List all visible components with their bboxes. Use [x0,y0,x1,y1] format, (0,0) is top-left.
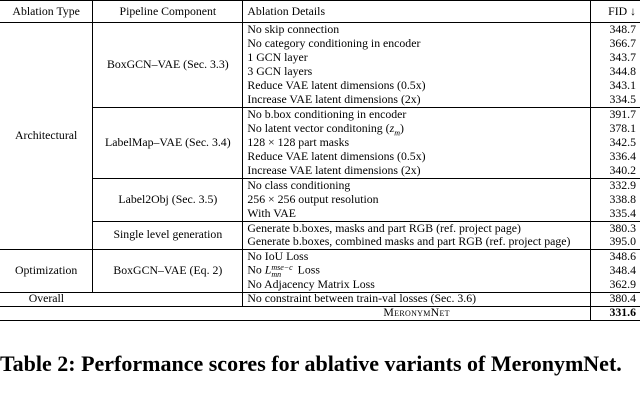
detail-cell: 1 GCN layer [243,51,591,65]
table-row-final [0,306,640,320]
fid-cell: 334.5 [609,93,636,107]
table-row [0,23,640,37]
fid-cell: 362.9 [609,277,636,291]
fid-cell: 344.8 [609,65,636,79]
fid-cell: 395.0 [609,235,636,249]
fid-cell: 342.5 [609,136,636,150]
fid-cell-best: 331.6 [591,306,640,320]
group-overall: Overall [0,292,93,306]
table-row [0,179,640,193]
component-boxgcn-vae-eq2: BoxGCN–VAE (Eq. 2) [93,250,243,293]
fid-cell: 348.6 [591,250,640,264]
detail-cell: No skip connection [243,23,591,37]
component-labelmap-vae: LabelMap–VAE (Sec. 3.4) [93,108,243,179]
detail-cell: Reduce VAE latent dimensions (0.5x) [243,79,591,93]
table-caption: Table 2: Performance scores for ablative variants of MeronymNet. [0,351,622,376]
detail-cell: 256 × 256 output resolution [243,193,591,207]
fid-cell: 391.7 [591,108,640,122]
model-name: MeronymNet [243,306,591,320]
group-architectural: Architectural [0,23,93,250]
fid-cell: 340.2 [609,164,636,178]
final-empty-cell [0,306,93,320]
table-row [0,108,640,122]
detail-cell: No constraint between train-val losses (Sec. 3.6) [243,292,591,306]
detail-cell: No b.box conditioning in encoder [243,108,591,122]
detail-cell: Increase VAE latent dimensions (2x) [243,164,591,178]
fid-cell: 343.7 [609,50,636,65]
header-fid: FID ↓ [591,1,640,23]
detail-cell: No IoU Loss [243,250,591,264]
detail-cell: 3 GCN layers [243,65,591,79]
header-pipeline-component: Pipeline Component [93,1,243,23]
detail-cell: 128 × 128 part masks [243,136,591,150]
fid-cell: 332.9 [591,179,640,193]
final-empty-cell [93,306,243,320]
fid-cell: 348.7 [609,22,636,36]
fid-cell: 338.8 [609,192,636,206]
detail-cell: No category conditioning in encoder [243,37,591,51]
fid-cell: 380.4 [591,292,640,306]
fid-cell: 343.1 [609,79,636,93]
detail-cell: Reduce VAE latent dimensions (0.5x) [243,150,591,164]
fid-cell: 335.4 [609,206,636,220]
header-ablation-details: Ablation Details [243,1,591,23]
component-boxgcn-vae: BoxGCN–VAE (Sec. 3.3) [93,23,243,108]
table-row [0,250,640,264]
table-row [0,292,640,306]
detail-cell: No L mse−c mn Loss [243,264,591,278]
fid-cell: 366.7 [609,36,636,50]
fid-cell: 378.1 [609,121,636,135]
detail-cell: Generate b.boxes, masks and part RGB (ref. project page) [243,221,591,235]
table-row [0,221,640,235]
detail-cell: No Adjacency Matrix Loss [243,278,591,292]
detail-cell: No class conditioning [243,179,591,193]
group-optimization: Optimization [0,250,93,293]
fid-cell: 336.4 [609,150,636,164]
detail-cell: No latent vector conditoning $(z_m)$ [243,122,591,136]
fid-cell: 380.3 [591,221,640,235]
component-single-level: Single level generation [93,221,243,249]
component-label2obj: Label2Obj (Sec. 3.5) [93,179,243,222]
component-overall-empty [93,292,243,306]
header-ablation-type: Ablation Type [0,1,93,23]
detail-cell: Increase VAE latent dimensions (2x) [243,93,591,107]
fid-cell: 348.4 [609,263,636,277]
detail-cell: Generate b.boxes, combined masks and part RGB (ref. project page) [243,235,591,249]
detail-cell: With VAE [243,207,591,221]
table-header-row [0,1,640,23]
